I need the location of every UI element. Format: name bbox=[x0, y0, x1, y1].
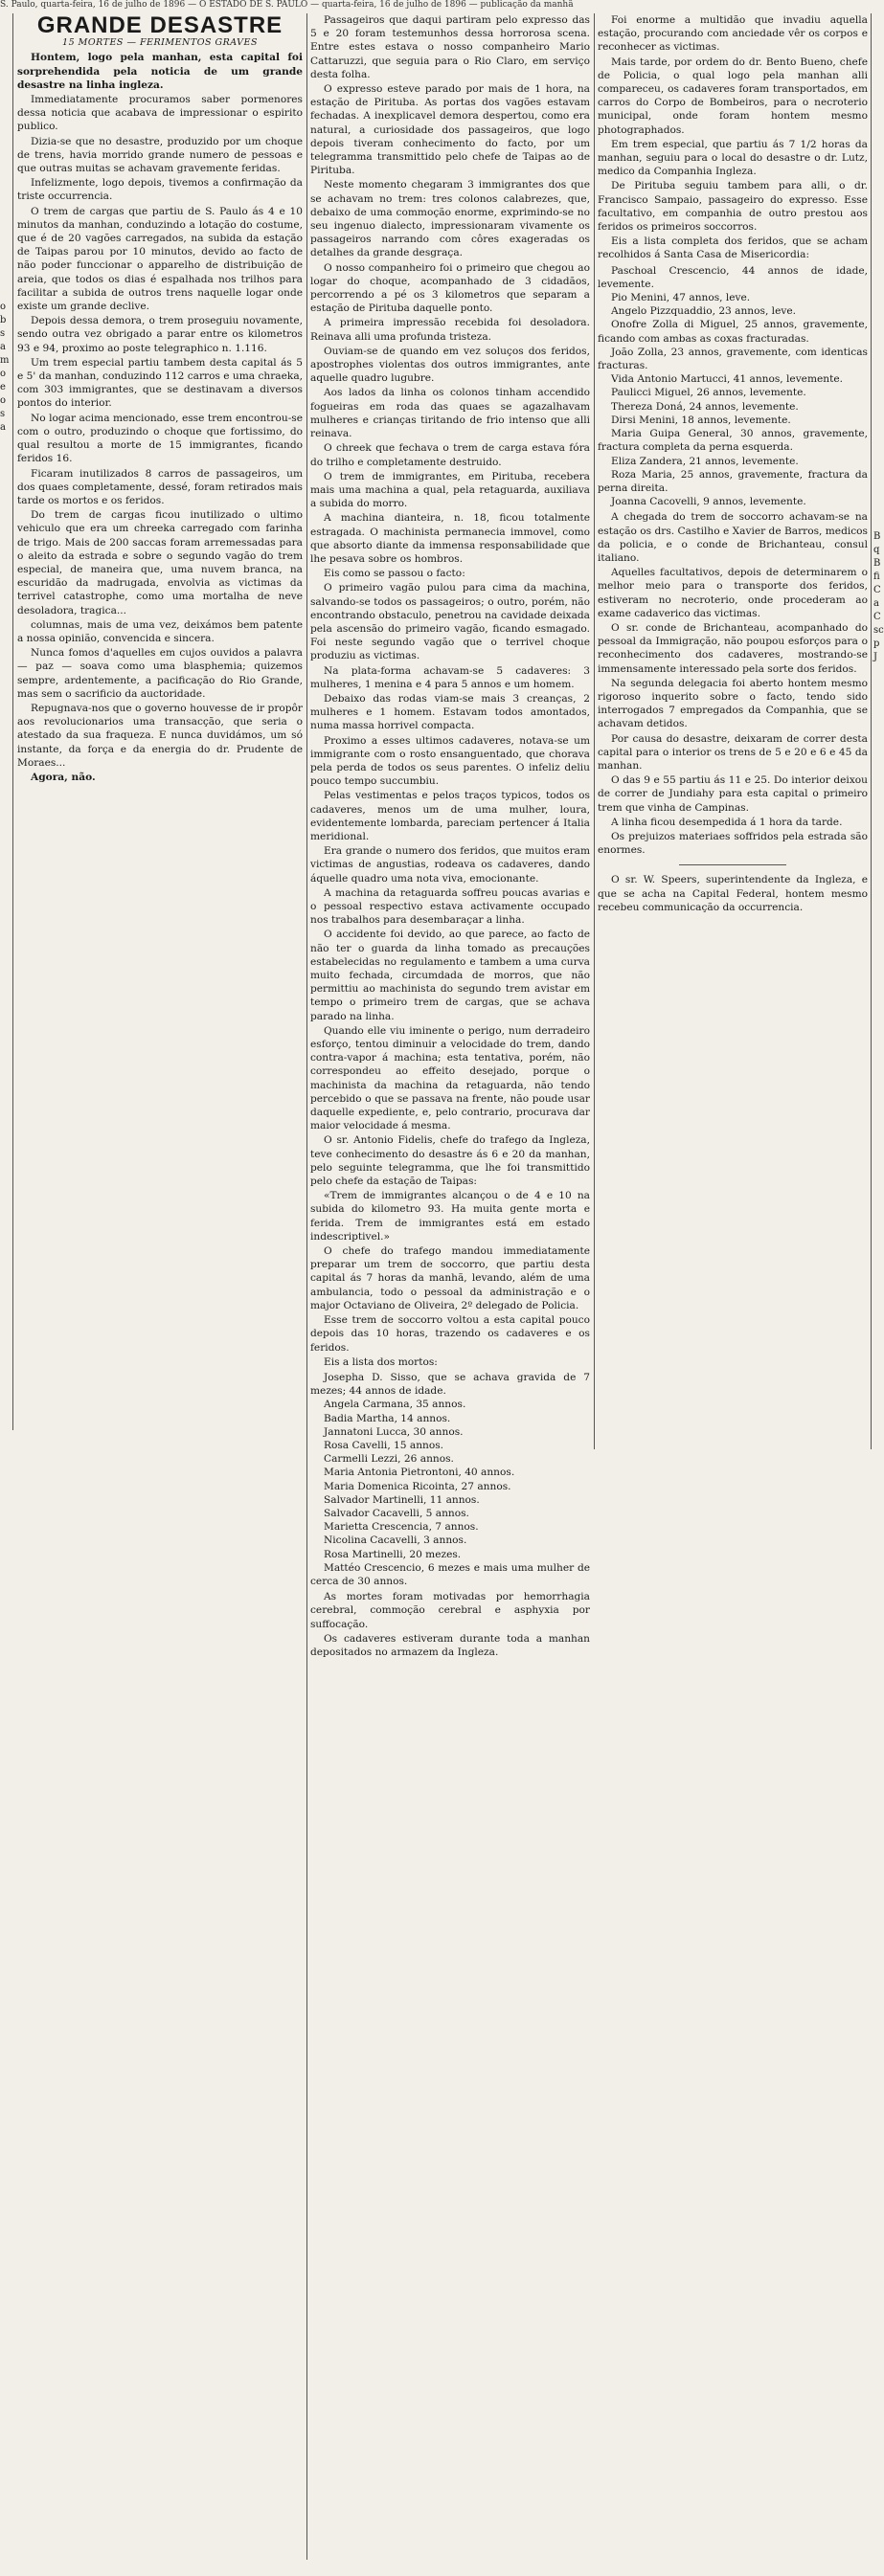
left-fragment: s bbox=[0, 409, 6, 419]
article-paragraph: Eis a lista dos mortos: bbox=[324, 1355, 438, 1368]
article-paragraph: Agora, não. bbox=[31, 771, 96, 783]
article-paragraph: Mais tarde, por ordem do dr. Bento Bueno, chefe de Policia, o qual logo pela manhan alli compareceu, os cadaveres foram transportados, em carros do Corpo de Bombeiros, para o necroterio municipal, onde foram hontem mesmo photographados. bbox=[598, 56, 868, 136]
list-item: Pio Menini, 47 annos, leve. bbox=[611, 292, 751, 304]
article-paragraph: Pelas vestimentas e pelos traços typicos, todos os cadaveres, menos um de uma mulher, loura, evidentemente lombarda, pareciam pertencer á Italia meridional. bbox=[310, 790, 590, 842]
column-rule bbox=[871, 13, 872, 1449]
injured-list bbox=[598, 264, 868, 509]
article-paragraph: Ficaram inutilizados 8 carros de passageiros, um dos quaes completamente, dessé, foram retirados mais tarde os mortos e os feridos. bbox=[17, 467, 303, 506]
article-paragraph: O nosso companheiro foi o primeiro que chegou ao logar do choque, acompanhado de 3 cidadãos, percorrendo a pé os 3 kilometros que separam a estação de Pirituba daquelle ponto. bbox=[310, 261, 590, 315]
article-paragraph: Um trem especial partiu tambem desta capital ás 5 e 5' da manhan, conduzindo 112 carros e uma chraeka, com 303 immigrantes, que se destinavam a diversos pontos do interior. bbox=[17, 356, 303, 410]
list-item: Maria Guipa General, 30 annos, gravemente, fractura completa da perna esquerda. bbox=[598, 428, 868, 454]
article-column-3 bbox=[598, 13, 868, 1468]
right-fragment: C bbox=[873, 585, 881, 595]
article-paragraph: Na segunda delegacia foi aberto hontem mesmo rigoroso inquerito sobre o facto, tendo sido interrogados 7 empregados da Companhia, que se achavam detidos. bbox=[598, 677, 868, 730]
article-paragraph: Debaixo das rodas viam-se mais 3 creanças, 2 mulheres e 1 homem. Estavam todos amontados, numa massa horrivel compacta. bbox=[310, 692, 590, 732]
article-paragraph: A primeira impressão recebida foi desoladora. Reinava alli uma profunda tristeza. bbox=[310, 317, 590, 343]
article-subhead: 15 MORTES — FERIMENTOS GRAVES bbox=[62, 37, 258, 49]
right-fragment: fi bbox=[873, 571, 880, 582]
article-paragraph: Aquelles facultativos, depois de determinarem o melhor meio para o transporte dos feridos, estiveram no necroterio, onde procederam ao exame cadaverico das victimas. bbox=[598, 567, 868, 619]
article-paragraph: No logar acima mencionado, esse trem encontrou-se com o outro, produzindo o choque que fortissimo, do qual resultou a morte de 15 immigrantes, ficando feridos 16. bbox=[17, 412, 303, 465]
article-paragraph: Depois dessa demora, o trem proseguiu novamente, sendo outra vez obrigado a parar entre os kilometros 93 e 94, proximo ao poste telegraphico n. 1.116. bbox=[17, 315, 303, 354]
article-paragraph: O accidente foi devido, ao que parece, ao facto de não ter o guarda da linha tomado as precauções estabelecidas no regulamento e tambem a uma curva muito fechada, circumdada de morros, que não permittiu ao machinista do segundo trem avistar em tempo o primeiro trem de cargas, que se achava parado na linha. bbox=[310, 929, 590, 1022]
article-paragraph: O sr. Antonio Fidelis, chefe do trafego da Ingleza, teve conhecimento do desastre ás 6 e 20 da manhan, pelo seguinte telegramma, que lhe foi transmittido pelo chefe da estação de Taipas: bbox=[310, 1134, 590, 1188]
article-paragraph: O trem de immigrantes, em Pirituba, recebera mais uma machina a qual, pela retaguarda, auxiliava a subida do morro. bbox=[310, 470, 590, 510]
list-item: Rosa Cavelli, 15 annos. bbox=[324, 1439, 444, 1451]
list-item: João Zolla, 23 annos, gravemente, com identicas fracturas. bbox=[598, 346, 868, 372]
right-fragment: C bbox=[873, 612, 881, 622]
article-paragraph: Ouviam-se de quando em vez soluços dos feridos, apostrophes violentas dos outros immigrantes, ante aquelle quadro lugubre. bbox=[310, 345, 590, 385]
article-headline: GRANDE DESASTRE bbox=[36, 12, 283, 38]
list-item: Marietta Crescencia, 7 annos. bbox=[324, 1521, 479, 1534]
list-item: Vida Antonio Martucci, 41 annos, levemente. bbox=[611, 373, 843, 386]
left-fragment: s bbox=[0, 328, 6, 339]
article-paragraph: Eis como se passou o facto: bbox=[324, 568, 465, 580]
left-fragment: o bbox=[0, 395, 7, 406]
article-paragraph: Por causa do desastre, deixaram de correr desta capital para o interior os trens de 5 e 20 e 6 e 45 da manhan. bbox=[598, 732, 868, 772]
list-item: Maria Antonia Pietrontoni, 40 annos. bbox=[324, 1467, 515, 1479]
newspaper-page bbox=[0, 13, 882, 2569]
list-item: Maria Domenica Ricointa, 27 annos. bbox=[324, 1480, 511, 1492]
article-paragraph: A machina da retaguarda soffreu poucas avarias e o pessoal respectivo estava activamente occupado nos trabalhos para desembaraçar a linha. bbox=[310, 886, 590, 927]
article-paragraph: O das 9 e 55 partiu ás 11 e 25. Do interior deixou de correr de Jundiahy para esta capital o primeiro trem que vinha de Campinas. bbox=[598, 774, 868, 814]
list-item: Salvador Martinelli, 11 annos. bbox=[324, 1493, 480, 1506]
list-item: Rosa Martinelli, 20 mezes. bbox=[324, 1548, 462, 1560]
right-edge-fragments bbox=[873, 530, 882, 913]
article-paragraph: A chegada do trem de soccorro achavam-se na estação os drs. Castilho e Xavier de Barros, medicos da policia, e o conde de Brichanteau, consul italiano. bbox=[598, 511, 868, 564]
article-paragraph: O chefe do trafego mandou immediatamente preparar um trem de soccorro, que partiu desta capital ás 7 horas da manhã, levando, além de uma ambulancia, todo o pessoal da administração e o major Octaviano de Oliveira, 2º delegado de Policia. bbox=[310, 1245, 590, 1311]
article-paragraph: columnas, mais de uma vez, deixámos bem patente a nossa opinião, convencida e sincera. bbox=[17, 618, 303, 644]
list-item: Thereza Doná, 24 annos, levemente. bbox=[611, 400, 799, 413]
left-fragment: o bbox=[0, 369, 7, 379]
article-paragraph: O sr. W. Speers, superintendente da Ingleza, e que se acha na Capital Federal, hontem mesmo recebeu communicação da occurrencia. bbox=[598, 874, 868, 913]
article-paragraph: Aos lados da linha os colonos tinham accendido fogueiras em roda das quaes se agazalhavam mulheres e crianças tiritando de frio intenso que alli reinava. bbox=[310, 387, 590, 440]
article-paragraph: Proximo a esses ultimos cadaveres, notava-se um immigrante com o rosto ensanguentado, que chorava pela perda de todos os seus parentes. O infeliz deliu pouco tempo succumbiu. bbox=[310, 734, 590, 788]
article-paragraph: As mortes foram motivadas por hemorrhagia cerebral, commoção cerebral e asphyxia por suffocação. bbox=[310, 1591, 590, 1630]
column-rule bbox=[12, 13, 13, 1430]
article-paragraph: Do trem de cargas ficou inutilizado o ultimo vehiculo que era um chreeka carregado com farinha de trigo. Mais de 200 saccas foram arremessadas para o aleito da estrada e sobre o segundo vagão do trem especial, de maneira que, uma nuvem branca, na escuridão da madrugada, envolvia as victimas da terrivel catastrophe, como uma mortalha de neve desoladora, tragica... bbox=[17, 509, 303, 616]
list-item: Josepha D. Sisso, que se achava gravida de 7 mezes; 44 annos de idade. bbox=[310, 1371, 590, 1398]
left-fragment: o bbox=[0, 302, 7, 312]
right-fragment: sc bbox=[873, 625, 884, 636]
list-item: Mattéo Crescencio, 6 mezes e mais uma mulher de cerca de 30 annos. bbox=[310, 1561, 590, 1587]
top-header-strip: S. Paulo, quarta-feira, 16 de julho de 1896 — O ESTADO DE S. PAULO — quarta-feira, 16 de julho de 1896 — publicação da manhã bbox=[0, 0, 574, 10]
article-paragraph: Infelizmente, logo depois, tivemos a confirmação da triste occurrencia. bbox=[17, 177, 303, 203]
article-paragraph: Quando elle viu iminente o perigo, num derradeiro esforço, tentou diminuir a velocidade do trem, dando contra-vapor á machina; esta tentativa, porém, não correspondeu ao effeito desejado, porque o machinista da machina da retaguarda, não tendo percebido o que se passava na frente, não poude usar daquelle expediente, e, pelo contrario, procurava dar maior velocidade á mesma. bbox=[310, 1024, 590, 1132]
article-paragraph: O trem de cargas que partiu de S. Paulo ás 4 e 10 minutos da manhan, conduzindo a lotação do costume, que é de 20 vagões carregados, na subida da estação de Taipas parou por 10 minutos, devido ao facto de não poder funccionar o apparelho de distribuição de areia, que todos os dias é espalhada nos trilhos para facilitar a subida de outros trens naquelle logar onde existe um grande declive. bbox=[17, 205, 303, 313]
article-paragraph: Em trem especial, que partiu ás 7 1/2 horas da manhan, seguiu para o local do desastre o dr. Lutz, medico da Companhia Ingleza. bbox=[598, 138, 868, 178]
article-paragraph: Era grande o numero dos feridos, que muitos eram victimas de angustias, rodeava os cadaveres, dando áquelle quadro uma nota viva, emocionante. bbox=[310, 845, 590, 885]
article-paragraph: Foi enorme a multidão que invadiu aquella estação, procurando com anciedade vêr os corpos e reconhecer as victimas. bbox=[598, 14, 868, 54]
article-paragraph: Dizia-se que no desastre, produzido por um choque de trens, havia morrido grande numero de pessoas e que outras muitas se achavam gravemente feridas. bbox=[17, 135, 303, 175]
list-item: Angela Carmana, 35 annos. bbox=[324, 1399, 466, 1411]
article-paragraph: O sr. conde de Brichanteau, acompanhado do pessoal da Immigração, não poupou esforços para o reconhecimento dos cadaveres, mostrando-se immensamente interessado pela sorte dos feridos. bbox=[598, 621, 868, 675]
list-item: Salvador Cacavelli, 5 annos. bbox=[324, 1507, 469, 1519]
article-paragraph: De Pirituba seguiu tambem para alli, o dr. Francisco Sampaio, passageiro do expresso. Esse facultativo, em companhia de outro prestou aos feridos os primeiros soccorros. bbox=[598, 180, 868, 234]
article-column-1 bbox=[17, 13, 303, 1449]
left-fragment: e bbox=[0, 382, 6, 392]
article-paragraph: Esse trem de soccorro voltou a esta capital pouco depois das 10 horas, trazendo os cadaveres e os feridos. bbox=[310, 1314, 590, 1354]
article-paragraph: A machina dianteira, n. 18, ficou totalmente estragada. O machinista permanecia immovel, como que absorto diante da immensa responsabilidade que lhe pesava sobre os hombros. bbox=[310, 512, 590, 565]
column-rule bbox=[594, 13, 595, 1449]
right-fragment: B bbox=[873, 558, 881, 569]
article-paragraph: O expresso esteve parado por mais de 1 hora, na estação de Pirituba. As portas dos vagões estavam fechadas. A inexplicavel demora despertou, como era natural, a curiosidade dos passageiros, que logo depois tiveram conhecimento do facto, por um telegramma transmittido pelo chefe de Taipas ao de Pirituba. bbox=[310, 83, 590, 177]
article-paragraph: Immediatamente procuramos saber pormenores dessa noticia que acabava de impressionar o espirito publico. bbox=[17, 94, 303, 133]
left-fragment: a bbox=[0, 342, 6, 352]
right-fragment: p bbox=[873, 638, 880, 649]
list-item: Joanna Cacovelli, 9 annos, levemente. bbox=[611, 496, 806, 508]
article-paragraph: Nunca fomos d'aquelles em cujos ouvidos a palavra — paz — soava como uma blasphemia; quizemos sempre, ardentemente, a pacificação do Rio Grande, mas sem o sacrificio da auctoridade. bbox=[17, 647, 303, 700]
article-paragraph: Neste momento chegaram 3 immigrantes dos que se achavam no trem: tres colonos calabrezes, que, debaixo de uma commoção enorme, exprimindo-se no seu ingenuo dialecto, impressionaram vivamente os passageiros narrando com côres exageradas os detalhes da grande desgraça. bbox=[310, 179, 590, 259]
article-paragraph: Os prejuizos materiaes soffridos pela estrada são enormes. bbox=[598, 830, 868, 857]
list-item: Angelo Pizzquaddio, 23 annos, leve. bbox=[611, 305, 796, 318]
left-fragment: a bbox=[0, 422, 6, 433]
right-fragment: B bbox=[873, 531, 881, 542]
article-paragraph: Eis a lista completa dos feridos, que se acham recolhidos á Santa Casa de Misericordia: bbox=[598, 235, 868, 261]
right-fragment: J bbox=[873, 652, 878, 662]
left-fragment: m bbox=[0, 355, 10, 366]
article-paragraph: Repugnava-nos que o governo houvesse de ir propôr aos revolucionarios uma transacção, que seria o atestado da sua fraqueza. E nunca duvidámos, um só instante, da força e da energia do dr. Prudente de Moraes... bbox=[17, 702, 303, 769]
list-item: Badia Martha, 14 annos. bbox=[324, 1412, 451, 1424]
article-paragraph: Hontem, logo pela manhan, esta capital foi sorprehendida pela noticia de um grande desastre na linha ingleza. bbox=[17, 52, 303, 91]
article-paragraph: O primeiro vagão pulou para cima da machina, salvando-se todos os passageiros; o outro, porém, não encontrando obstaculo, penetrou na cavidade deixada pela ascensão do primeiro vagão, ficando esmagado. Foi neste segundo vagão que o terrivel choque produziu as victimas. bbox=[310, 582, 590, 662]
list-item: Paulicci Miguel, 26 annos, levemente. bbox=[611, 387, 806, 399]
right-fragment: q bbox=[873, 545, 880, 555]
section-divider bbox=[679, 864, 787, 865]
left-edge-fragments bbox=[0, 301, 10, 435]
list-item: Nicolina Cacavelli, 3 annos. bbox=[324, 1534, 467, 1547]
list-item: Roza Maria, 25 annos, gravemente, fractura da perna direita. bbox=[598, 468, 868, 494]
article-paragraph: O chreek que fechava o trem de carga estava fóra do trilho e completamente destruido. bbox=[310, 442, 590, 468]
list-item: Dirsi Menini, 18 annos, levemente. bbox=[611, 414, 791, 426]
article-paragraph: Passageiros que daqui partiram pelo expresso das 5 e 20 foram testemunhos dessa horrorosa scena. Entre estes estava o nosso companheiro Mario Cattaruzzi, que seguia para o Rio Claro, em serviço desta folha. bbox=[310, 14, 590, 80]
list-item: Onofre Zolla di Miguel, 25 annos, gravemente, ficando com ambas as coxas fracturadas. bbox=[598, 319, 868, 345]
list-item: Paschoal Crescencio, 44 annos de idade, levemente. bbox=[598, 264, 868, 290]
article-column-2 bbox=[310, 13, 590, 2565]
dead-list bbox=[310, 1371, 590, 1588]
article-paragraph: Na plata-forma achavam-se 5 cadaveres: 3 mulheres, 1 menina e 4 para 5 annos e um homem. bbox=[310, 664, 590, 690]
article-paragraph: Os cadaveres estiveram durante toda a manhan depositados no armazem da Ingleza. bbox=[310, 1632, 590, 1658]
left-fragment: b bbox=[0, 315, 7, 325]
list-item: Jannatoni Lucca, 30 annos. bbox=[324, 1425, 464, 1438]
list-item: Eliza Zandera, 21 annos, levemente. bbox=[611, 455, 799, 467]
article-paragraph: A linha ficou desempedida á 1 hora da tarde. bbox=[611, 816, 843, 828]
list-item: Carmelli Lezzi, 26 annos. bbox=[324, 1453, 454, 1466]
right-fragment: a bbox=[873, 598, 879, 609]
column-rule bbox=[306, 13, 307, 2560]
article-paragraph: «Trem de immigrantes alcançou o de 4 e 10 na subida do kilometro 93. Ha muita gente morta e ferida. Trem de immigrantes está em estado indescriptivel.» bbox=[310, 1190, 590, 1243]
